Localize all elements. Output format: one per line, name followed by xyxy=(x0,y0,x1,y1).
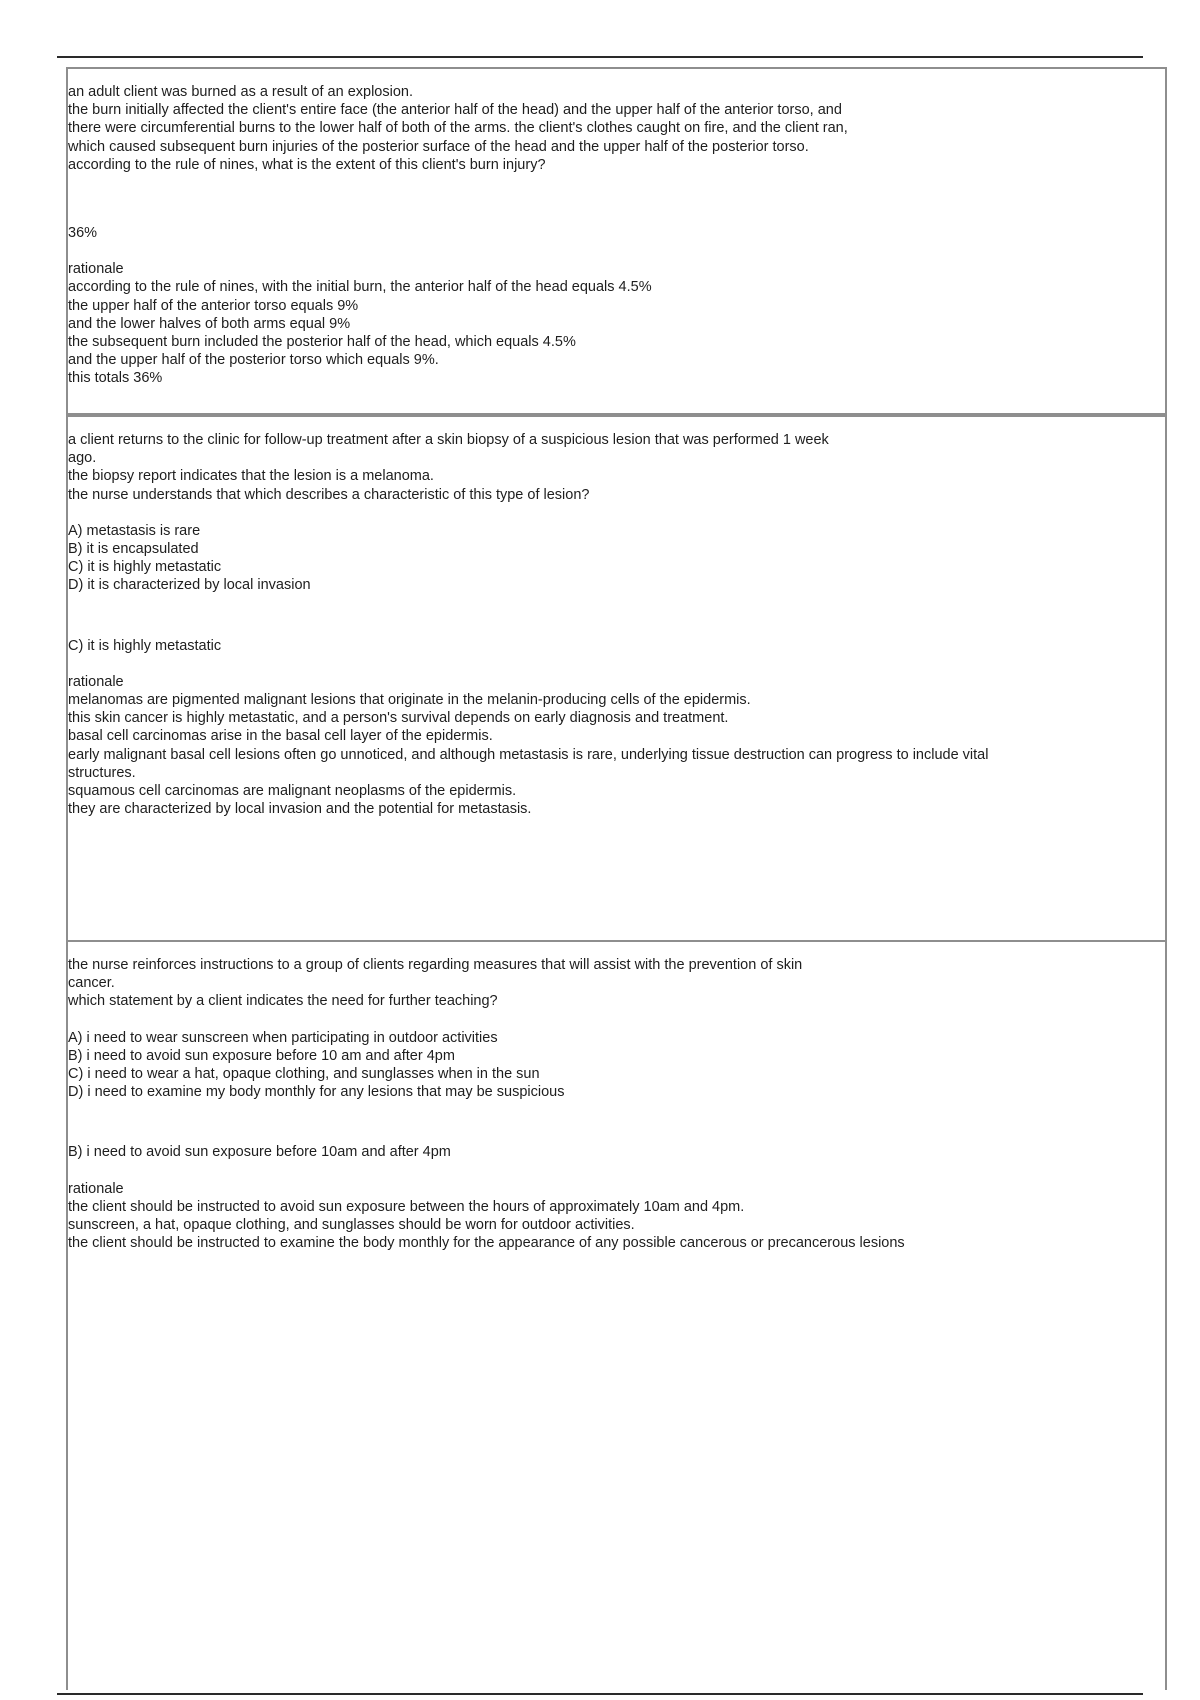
option-a: A) metastasis is rare xyxy=(68,522,201,539)
question-stem: an adult client was burned as a result of an explosion. the burn initially affected the client's entire face (the anterior half of the head) and the upper half of the anterior torso, and there were circumferential burns to the lower half of both of the arms. the client's clothes caught on fire, and the client ran, which caused subsequent burn injuries of the posterior surface of the head and the upper half of the posterior torso. according to the rule of nines, what is the extent of this client's burn injury? xyxy=(68,84,848,173)
option-b: B) it is encapsulated xyxy=(68,541,199,558)
option-c: C) it is highly metastatic xyxy=(68,559,222,576)
option-a: A) i need to wear sunscreen when participating in outdoor activities xyxy=(68,1029,498,1046)
question-card-2 xyxy=(66,415,1167,942)
rationale-text: according to the rule of nines, with the initial burn, the anterior half of the head equals 4.5% the upper half of the anterior torso equals 9% and the lower halves of both arms equal 9% the subsequent burn included the posterior half of the head, which equals 4.5% and the upper half of the posterior torso which equals 9%. this totals 36% xyxy=(68,279,652,387)
rationale-text: the client should be instructed to avoid sun exposure between the hours of approximately 10am and 4pm. sunscreen, a hat, opaque clothing, and sunglasses should be worn for outdoor activities. the client should be instructed to examine the body monthly for the appearance of any possible cancerous or precancerous lesions xyxy=(68,1198,905,1252)
option-c: C) i need to wear a hat, opaque clothing, and sunglasses when in the sun xyxy=(68,1066,540,1083)
rationale-label: rationale xyxy=(68,673,124,690)
option-d: D) i need to examine my body monthly for any lesions that may be suspicious xyxy=(68,1084,565,1101)
footer-rule xyxy=(57,1693,1143,1695)
question-card-3 xyxy=(66,940,1167,1690)
rationale-label: rationale xyxy=(68,1180,124,1197)
question-stem: the nurse reinforces instructions to a group of clients regarding measures that will assist with the prevention of skin cancer. which statement by a client indicates the need for further teaching? xyxy=(68,957,803,1010)
question-card-1 xyxy=(66,67,1167,415)
answer-text: C) it is highly metastatic xyxy=(68,637,222,654)
option-b: B) i need to avoid sun exposure before 10 am and after 4pm xyxy=(68,1047,455,1064)
option-d: D) it is characterized by local invasion xyxy=(68,577,311,594)
answer-text: B) i need to avoid sun exposure before 10am and after 4pm xyxy=(68,1144,451,1161)
answer-text: 36% xyxy=(68,225,98,242)
header-rule xyxy=(57,56,1143,58)
rationale-text: melanomas are pigmented malignant lesions that originate in the melanin-producing cells of the epidermis. this skin cancer is highly metastatic, and a person's survival depends on early diagnosis and treatment. basal cell carcinomas arise in the basal cell layer of the epidermis. early malignant basal cell lesions often go unnoticed, and although metastasis is rare, underlying tissue destruction can progress to include vital structures. squamous cell carcinomas are malignant neoplasms of the epidermis. they are characterized by local invasion and the potential for metastasis. xyxy=(68,692,989,818)
rationale-label: rationale xyxy=(68,261,124,278)
question-stem: a client returns to the clinic for follow-up treatment after a skin biopsy of a suspicious lesion that was performed 1 week ago. the biopsy report indicates that the lesion is a melanoma. the nurse understands that which describes a characteristic of this type of lesion? xyxy=(68,432,829,503)
